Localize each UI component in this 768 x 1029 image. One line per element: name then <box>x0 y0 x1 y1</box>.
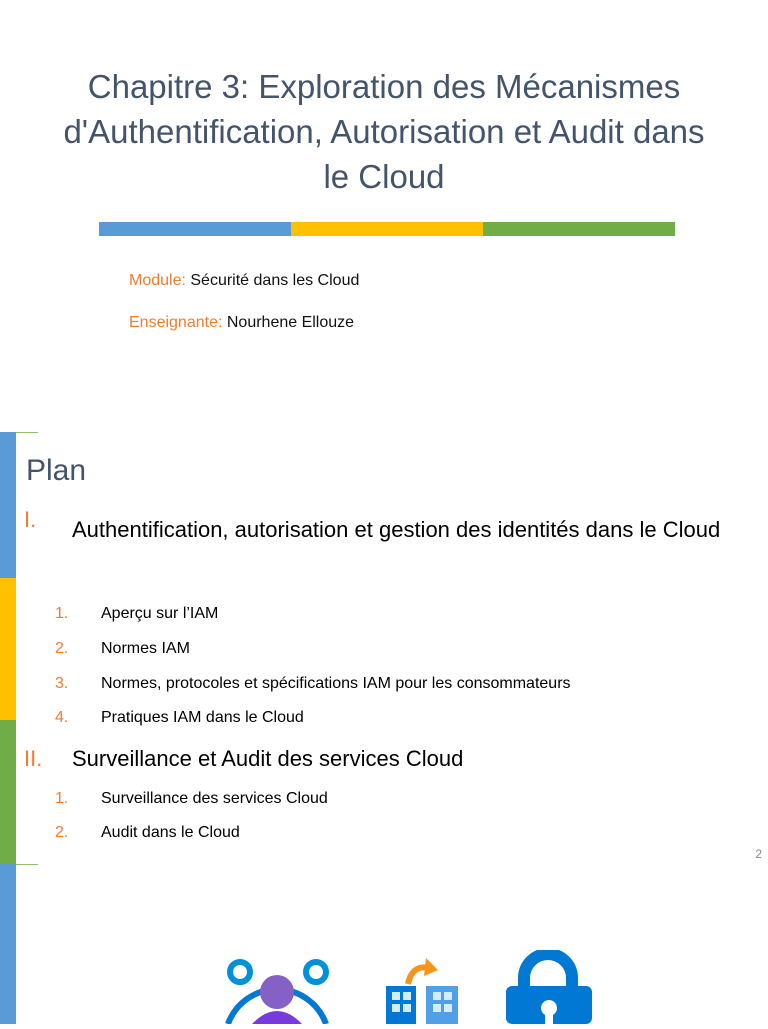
color-bar <box>99 222 675 236</box>
item-number: 2. <box>55 640 69 657</box>
icon-row <box>0 950 768 1024</box>
sidebar-top-line <box>16 432 38 433</box>
color-bar-yellow <box>291 222 483 236</box>
section-1 <box>24 507 762 599</box>
sidebar-bottom-line <box>16 864 38 865</box>
identity-icon <box>228 962 326 1024</box>
page-number: 2 <box>755 847 762 861</box>
item-number: 3. <box>55 675 69 692</box>
item-text: Normes, protocoles et spécifications IAM pour les consommateurs <box>101 675 571 692</box>
item-number: 2. <box>55 824 69 841</box>
list-item <box>55 605 218 623</box>
item-text: Pratiques IAM dans le Cloud <box>101 709 304 726</box>
item-number: 1. <box>55 605 69 622</box>
plan-title: Plan <box>26 454 87 487</box>
sidebar-accent <box>0 432 16 1024</box>
item-text: Surveillance des services Cloud <box>101 790 328 807</box>
item-text: Audit dans le Cloud <box>101 824 240 841</box>
list-item <box>55 640 190 658</box>
section-2 <box>24 746 762 772</box>
sidebar-yellow <box>0 578 16 720</box>
teacher-label: Enseignante: <box>129 314 223 331</box>
teacher-value: Nourhene Ellouze <box>226 314 355 331</box>
module-line <box>129 272 359 290</box>
slide-title: Chapitre 3: Exploration des Mécanismes d'Authentification, Autorisation et Audit dans le Cloud <box>63 68 705 195</box>
module-value: Sécurité dans les Cloud <box>190 272 360 289</box>
item-text: Aperçu sur l’IAM <box>101 605 219 622</box>
sidebar-green <box>0 720 16 864</box>
item-text: Normes IAM <box>101 640 190 657</box>
plan-slide <box>0 432 768 1024</box>
sidebar-blue <box>0 432 16 578</box>
title-slide <box>0 0 768 420</box>
item-number: 4. <box>55 709 69 726</box>
color-bar-blue <box>99 222 291 236</box>
list-item <box>55 824 240 842</box>
module-label: Module: <box>129 272 186 289</box>
item-number: 1. <box>55 790 69 807</box>
padlock-icon <box>506 954 592 1024</box>
color-bar-green <box>483 222 675 236</box>
section-1-number: I. <box>24 507 37 532</box>
buildings-sync-icon <box>386 958 458 1024</box>
section-2-text: Surveillance et Audit des services Cloud <box>72 746 464 771</box>
section-1-text: Authentification, autorisation et gestion des identités dans le Cloud <box>72 517 721 542</box>
list-item <box>55 709 304 727</box>
list-item <box>55 675 571 693</box>
list-item <box>55 790 328 808</box>
section-2-number: II. <box>24 746 43 771</box>
teacher-line <box>129 314 354 332</box>
